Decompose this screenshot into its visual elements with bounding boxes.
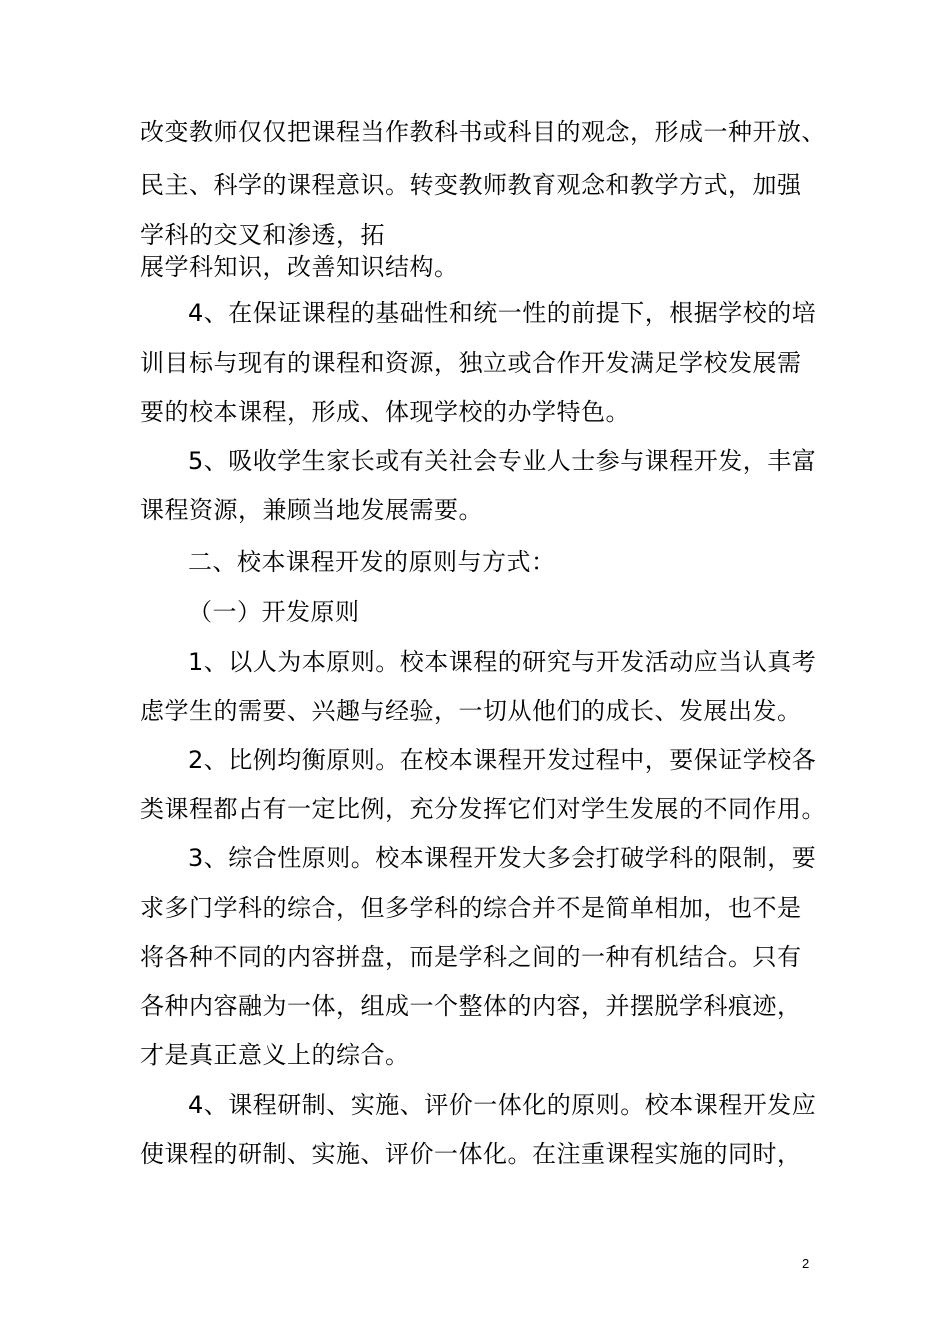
text-line: 4、课程研制、实施、评价一体化的原则。校本课程开发应 [188,1091,817,1119]
text-line: 3、综合性原则。校本课程开发大多会打破学科的限制，要 [188,844,817,872]
text-line: 展学科知识，改善知识结构。 [140,253,459,281]
text-line: 1、以人为本原则。校本课程的研究与开发活动应当认真考 [188,648,817,676]
text-line: 改变教师仅仅把课程当作教科书或科目的观念，形成一种开放、 [140,118,826,146]
text-line: 使课程的研制、实施、评价一体化。在注重课程实施的同时， [140,1140,802,1168]
text-line: 求多门学科的综合，但多学科的综合并不是简单相加，也不是 [140,894,802,922]
text-line: 学科的交叉和渗透，拓 [140,221,385,249]
text-line: 类课程都占有一定比例，充分发挥它们对学生发展的不同作用。 [140,795,826,823]
text-line: 将各种不同的内容拼盘，而是学科之间的一种有机结合。只有 [140,943,802,971]
text-line: 2、比例均衡原则。在校本课程开发过程中，要保证学校各 [188,746,817,774]
text-line: 民主、科学的课程意识。转变教师教育观念和教学方式，加强 [140,171,802,199]
text-line: 要的校本课程，形成、体现学校的办学特色。 [140,398,630,426]
text-line: 虑学生的需要、兴趣与经验，一切从他们的成长、发展出发。 [140,697,802,725]
page-number: 2 [802,1256,810,1271]
section-heading: 二、校本课程开发的原则与方式： [188,548,556,576]
text-line: 5、吸收学生家长或有关社会专业人士参与课程开发，丰富 [188,447,817,475]
text-line: 课程资源，兼顾当地发展需要。 [140,496,483,524]
subsection-heading: （一）开发原则 [188,598,360,626]
text-line: 各种内容融为一体，组成一个整体的内容，并摆脱学科痕迹， [140,992,802,1020]
text-line: 4、在保证课程的基础性和统一性的前提下，根据学校的培 [188,299,817,327]
text-line: 训目标与现有的课程和资源，独立或合作开发满足学校发展需 [140,349,802,377]
text-line: 才是真正意义上的综合。 [140,1041,410,1069]
